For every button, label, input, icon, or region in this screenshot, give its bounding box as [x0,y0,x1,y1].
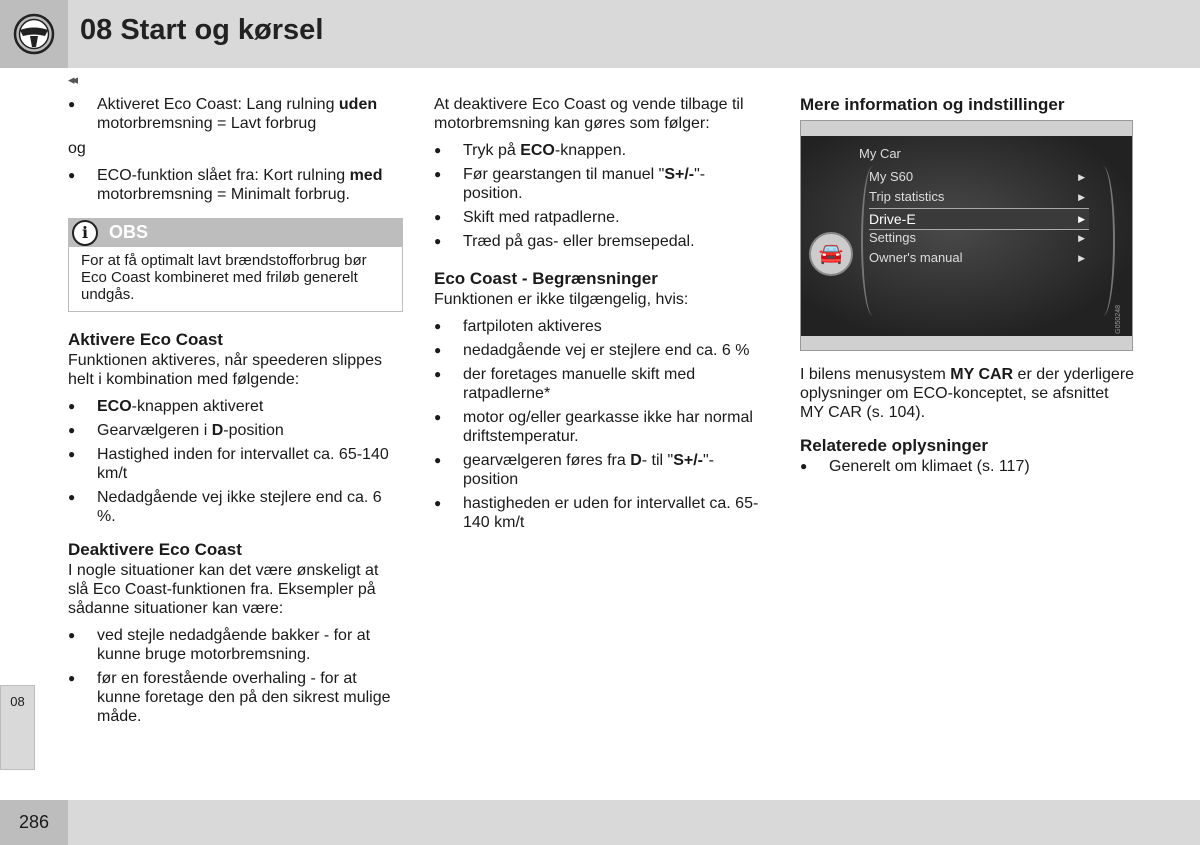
section-heading: Aktivere Eco Coast [68,330,223,349]
list-item: ● Gearvælgeren i D-position [68,421,403,440]
related-list [800,457,1135,476]
arrow-right-icon: ▶ [1078,214,1085,224]
note-label: OBS [109,222,149,242]
image-code: G050248 [1115,305,1122,334]
section-intro: Funktionen aktiveres, når speederen slippes helt i kombination med følgende: [68,352,382,388]
column-2 [434,95,764,538]
chapter-tab: 08 [0,685,35,770]
list-item: ● ECO-funktion slået fra: Kort rulning med motorbremsning = Minimalt forbrug. [68,166,403,204]
related-section [800,436,1135,476]
activate-section [68,330,403,526]
arrow-right-icon: ▶ [1078,233,1085,243]
list-item: ● hastigheden er uden for intervallet ca. 65-140 km/t [434,494,764,532]
screen-menu-item-selected: Drive-E ▶ [869,208,1089,230]
deactivate-section [68,540,403,726]
steering-wheel-icon [0,0,68,68]
connector-text: og [68,140,86,157]
list-item: ● ECO-knappen aktiveret [68,397,403,416]
list-item: ● Hastighed inden for intervallet ca. 65-140 km/t [68,445,403,483]
list-item: ● Før gearstangen til manuel "S+/-"-position. [434,165,764,203]
car-icon: 🚘 [809,232,853,276]
section-intro: I nogle situationer kan det være ønskeligt at slå Eco Coast-funktionen fra. Eksempler på sådanne situationer kan være: [68,562,379,617]
section-heading: Deaktivere Eco Coast [68,540,242,559]
section-heading: Eco Coast - Begrænsninger [434,269,658,288]
screen-menu-item: Trip statistics ▶ [869,187,1089,207]
list-item: ● Tryk på ECO-knappen. [434,141,764,160]
arrow-right-icon: ▶ [1078,253,1085,263]
activate-conditions-list [68,397,403,526]
page-header [0,0,1200,68]
coast-mode-list [68,95,403,133]
section-heading: Mere information og indstillinger [800,95,1065,114]
limits-list [434,317,764,532]
list-item: ● der foretages manuelle skift med ratpadlerne* [434,365,764,403]
list-item: ● motor og/eller gearkasse ikke har normal driftstemperatur. [434,408,764,446]
note-text: For at få optimalt lavt brændstofforbrug bør Eco Coast kombineret med friløb generelt undgås. [81,252,367,303]
list-item: ● Aktiveret Eco Coast: Lang rulning uden motorbremsning = Lavt forbrug [68,95,403,133]
screen-arc-right [1091,166,1115,316]
arrow-right-icon: ▶ [1078,192,1085,202]
section-intro: At deaktivere Eco Coast og vende tilbage til motorbremsning kan gøres som følger: [434,96,744,132]
deactivate-steps-list [434,141,764,251]
related-link[interactable]: ● Generelt om klimaet (s. 117) [800,457,1135,476]
list-item: ● Træd på gas- eller bremsepedal. [434,232,764,251]
mycar-screen-image [800,120,1133,351]
info-paragraph: I bilens menusystem MY CAR er der yderligere oplysninger om ECO-konceptet, se afsnittet MY CAR (s. 104). [800,366,1135,421]
screen-menu-item: My S60 ▶ [869,167,1089,187]
back-icon[interactable]: ◂◂ [68,72,76,87]
screen-title: My Car [859,146,901,161]
column-3 [800,95,1135,482]
page-number: 286 [0,800,68,845]
header-icon-box [0,0,68,68]
column-1 [68,95,403,732]
note-header [69,219,402,247]
list-item: ● fartpiloten aktiveres [434,317,764,336]
info-icon: i [72,220,98,246]
screen-display [801,136,1132,336]
chapter-title: 08 Start og kørsel [80,14,324,46]
page-footer [0,800,1200,845]
note-box [68,218,403,312]
list-item: ● nedadgående vej er stejlere end ca. 6 % [434,341,764,360]
list-item: ● Skift med ratpadlerne. [434,208,764,227]
screen-frame-bottom [801,336,1132,350]
list-item: ● gearvælgeren føres fra D- til "S+/-"-position [434,451,764,489]
deactivate-examples-list [68,626,403,726]
screen-menu-item: Owner's manual ▶ [869,248,1089,268]
section-heading: Relaterede oplysninger [800,436,989,455]
screen-menu-item: Settings ▶ [869,228,1089,248]
coast-mode-list-2 [68,166,403,204]
list-item: ● før en forestående overhaling - for at kunne foretage den på den sikrest mulige måde. [68,669,403,726]
list-item: ● ved stejle nedadgående bakker - for at kunne bruge motorbremsning. [68,626,403,664]
screen-frame-top [801,121,1132,136]
list-item: ● Nedadgående vej ikke stejlere end ca. 6 %. [68,488,403,526]
arrow-right-icon: ▶ [1078,172,1085,182]
limits-section [434,269,764,532]
section-intro: Funktionen er ikke tilgængelig, hvis: [434,291,689,308]
